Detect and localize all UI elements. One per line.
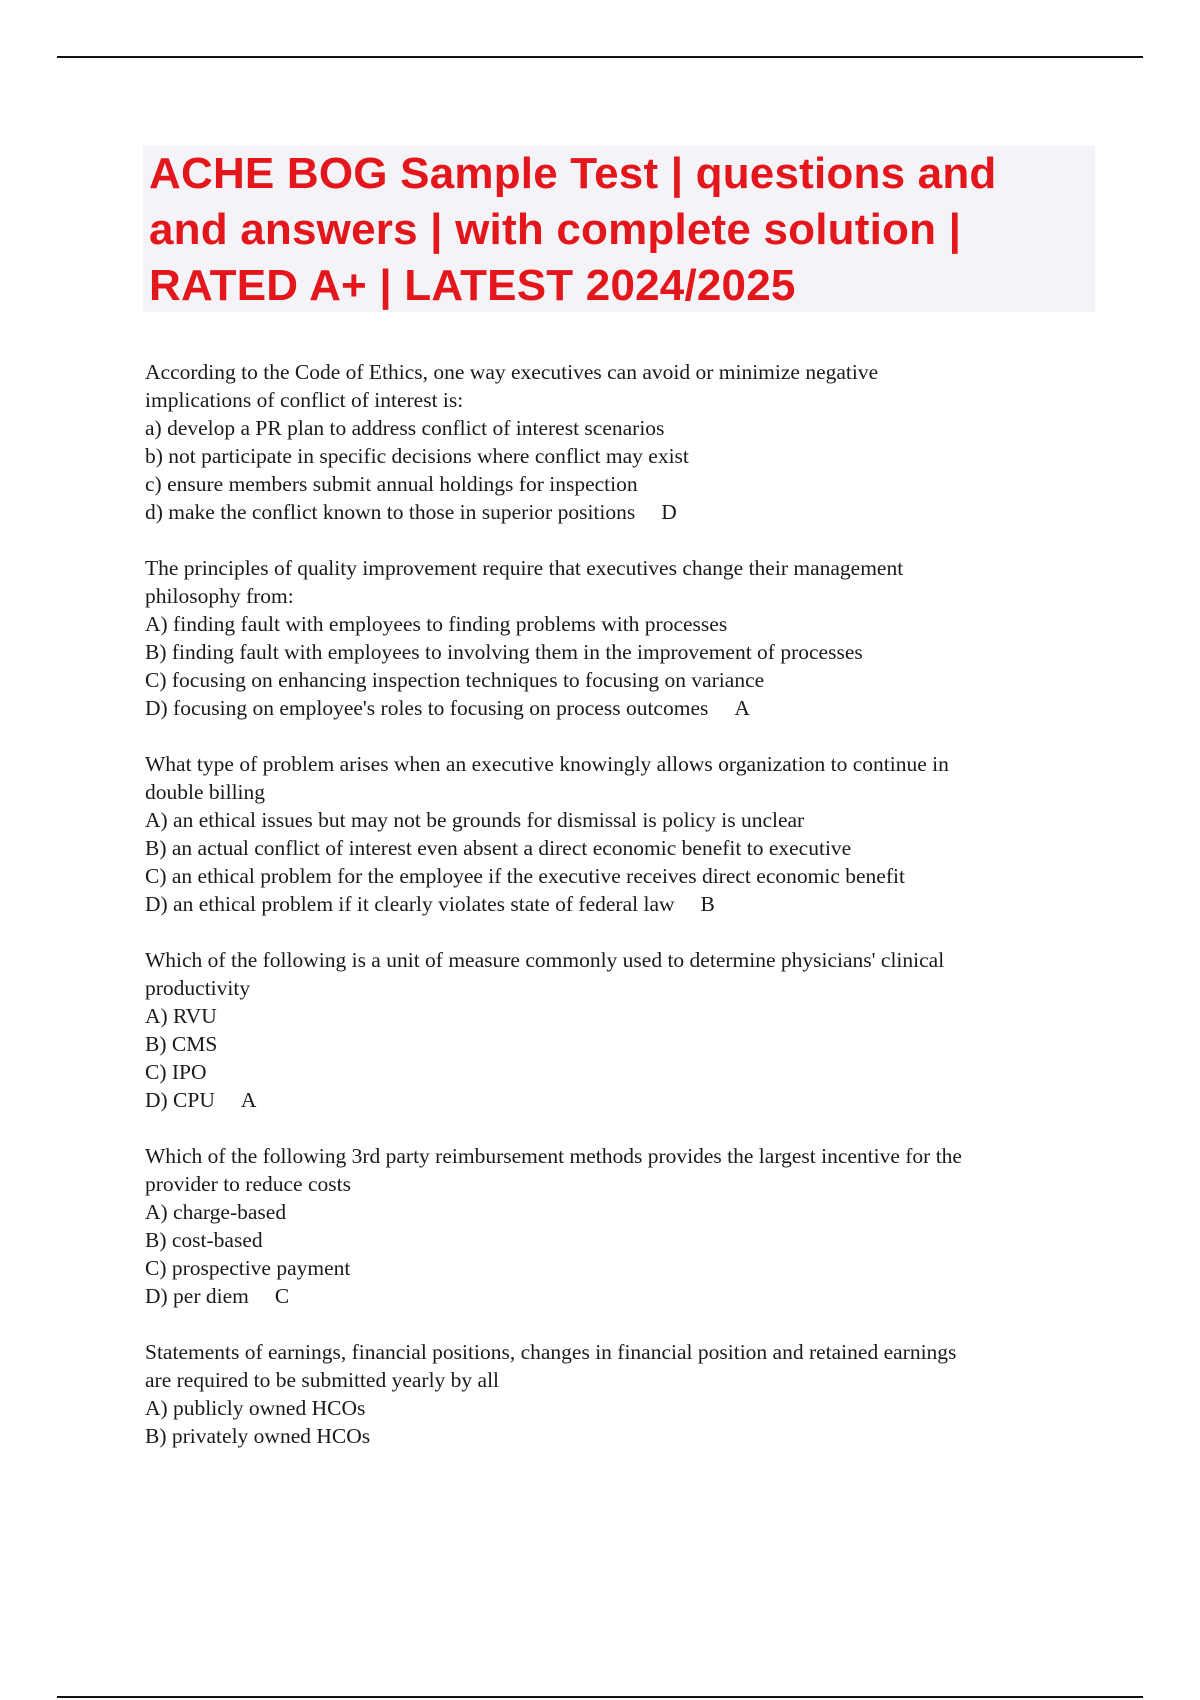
title-line: and answers | with complete solution | — [149, 205, 962, 254]
question-list — [145, 358, 1085, 1478]
question-text: Which of the following 3rd party reimbursement methods provides the largest incentive for the — [145, 1144, 962, 1168]
correct-answer: A — [240, 1088, 257, 1112]
question-text: double billing — [145, 780, 266, 804]
answer-option: B) an actual conflict of interest even absent a direct economic benefit to executive — [145, 836, 852, 860]
answer-option: a) develop a PR plan to address conflict of interest scenarios — [145, 416, 665, 440]
question-text: productivity — [145, 976, 251, 1000]
correct-answer: D — [661, 500, 677, 524]
question-text: The principles of quality improvement require that executives change their management — [145, 556, 904, 580]
title-banner — [143, 146, 1095, 312]
question-text: What type of problem arises when an executive knowingly allows organization to continue in — [145, 752, 949, 776]
correct-answer: B — [700, 892, 715, 916]
question-text: are required to be submitted yearly by all — [145, 1368, 500, 1392]
question-block — [145, 358, 1085, 526]
answer-option-text: D) an ethical problem if it clearly violates state of federal law — [145, 892, 675, 916]
title-line: ACHE BOG Sample Test | questions and — [149, 149, 997, 198]
answer-option-text: d) make the conflict known to those in superior positions — [145, 500, 636, 524]
answer-option: C) an ethical problem for the employee if the executive receives direct economic benefit — [145, 864, 905, 888]
answer-option-last — [145, 890, 1085, 918]
answer-option: A) RVU — [145, 1004, 217, 1028]
answer-option: B) CMS — [145, 1032, 218, 1056]
answer-option: C) focusing on enhancing inspection techniques to focusing on variance — [145, 668, 765, 692]
answer-option: A) charge-based — [145, 1200, 287, 1224]
answer-option: A) publicly owned HCOs — [145, 1396, 366, 1420]
answer-option: A) an ethical issues but may not be grounds for dismissal is policy is unclear — [145, 808, 805, 832]
correct-answer: A — [734, 696, 750, 720]
question-text: provider to reduce costs — [145, 1172, 351, 1196]
question-block — [145, 1142, 1085, 1310]
answer-option: c) ensure members submit annual holdings for inspection — [145, 472, 638, 496]
answer-option: B) privately owned HCOs — [145, 1424, 371, 1448]
answer-option-text: D) focusing on employee's roles to focusing on process outcomes — [145, 696, 709, 720]
question-text: implications of conflict of interest is: — [145, 388, 464, 412]
question-block — [145, 750, 1085, 918]
question-block — [145, 554, 1085, 722]
answer-option: A) finding fault with employees to finding problems with processes — [145, 612, 728, 636]
question-text: Which of the following is a unit of measure commonly used to determine physicians' clinical — [145, 948, 945, 972]
question-text: According to the Code of Ethics, one way executives can avoid or minimize negative — [145, 360, 879, 384]
answer-option: C) IPO — [145, 1060, 207, 1084]
answer-option: B) finding fault with employees to involving them in the improvement of processes — [145, 640, 863, 664]
title-line: RATED A+ | LATEST 2024/2025 — [149, 261, 796, 310]
answer-option-last — [145, 498, 1085, 526]
answer-option-text: D) per diem — [145, 1284, 249, 1308]
document-title — [149, 146, 1089, 314]
bottom-divider — [57, 1696, 1143, 1698]
answer-option-text: D) CPU — [145, 1088, 215, 1112]
answer-option-last — [145, 1282, 1085, 1310]
answer-option: B) cost-based — [145, 1228, 263, 1252]
answer-option-last — [145, 1086, 1085, 1114]
correct-answer: C — [274, 1284, 290, 1308]
question-text: Statements of earnings, financial positions, changes in financial position and retained earnings — [145, 1340, 957, 1364]
answer-option: C) prospective payment — [145, 1256, 351, 1280]
answer-option: b) not participate in specific decisions where conflict may exist — [145, 444, 689, 468]
question-text: philosophy from: — [145, 584, 294, 608]
question-block — [145, 1338, 1085, 1450]
answer-option-last — [145, 694, 1085, 722]
top-divider — [57, 56, 1143, 58]
question-block — [145, 946, 1085, 1114]
